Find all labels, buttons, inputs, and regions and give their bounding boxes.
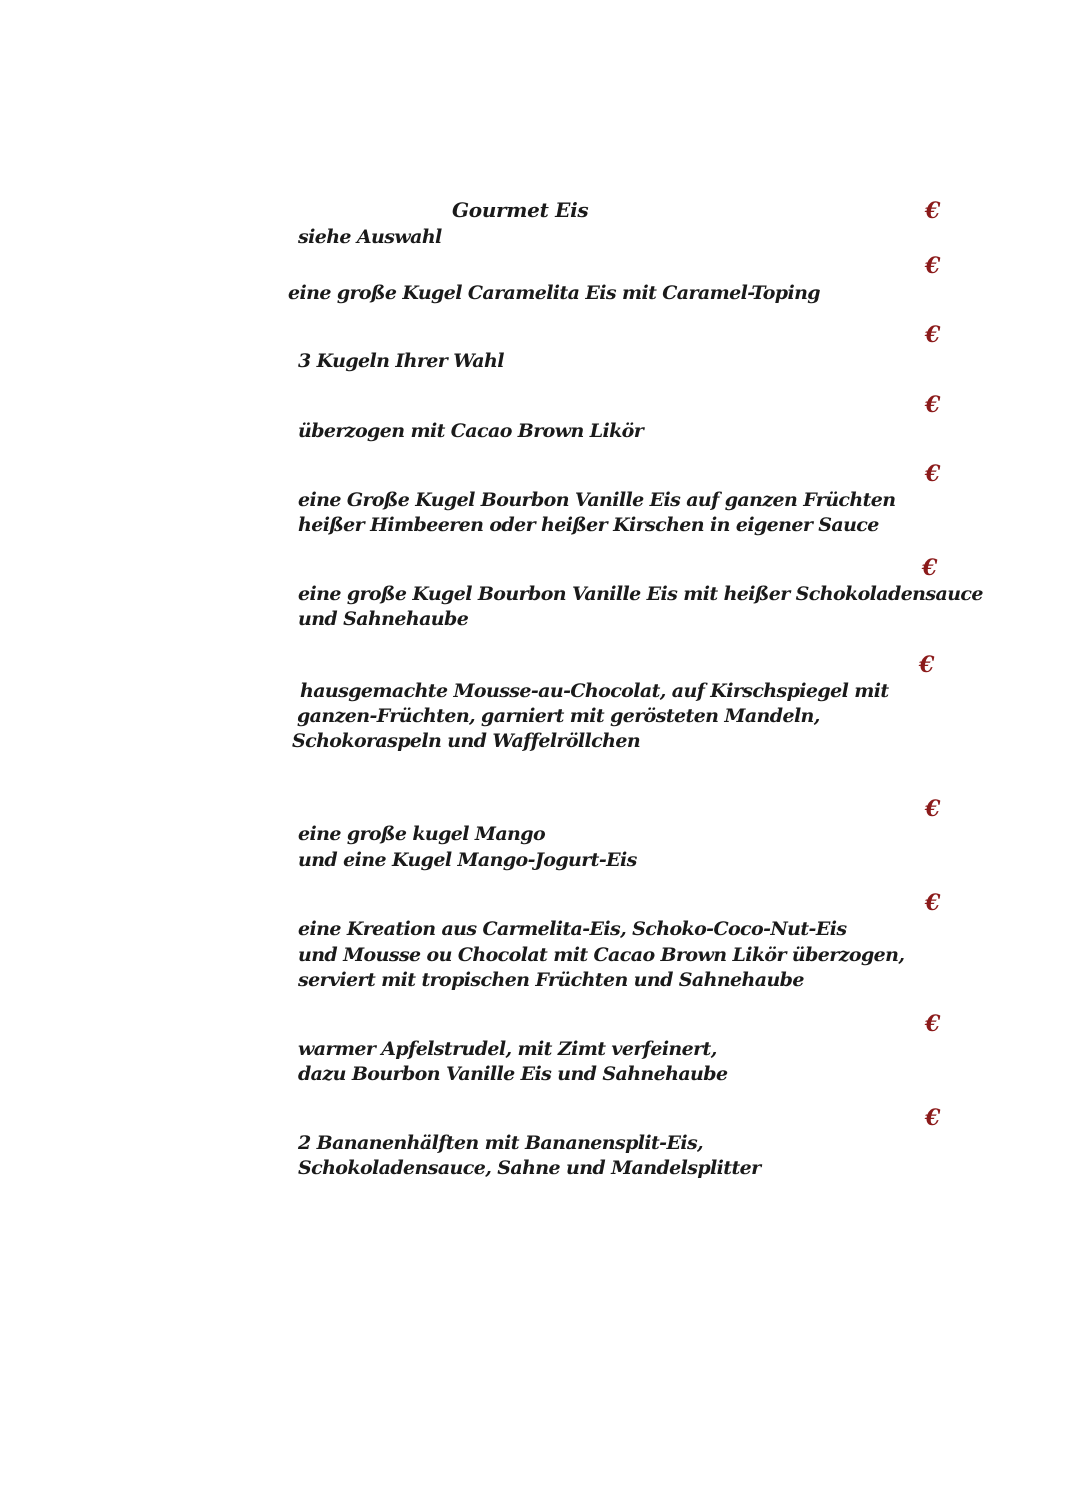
menu-item-line: serviert mit tropischen Früchten und Sahnehaube — [298, 969, 804, 991]
menu-item-line: hausgemachte Mousse-au-Chocolat, auf Kirschspiegel mit — [300, 680, 889, 702]
price-symbol: € — [925, 890, 941, 916]
menu-item-line: eine Große Kugel Bourbon Vanille Eis auf ganzen Früchten — [298, 489, 896, 511]
menu-item-line: Schokoladensauce, Sahne und Mandelsplitter — [298, 1157, 761, 1179]
menu-item-line: eine große Kugel Bourbon Vanille Eis mit heißer Schokoladensauce — [298, 583, 983, 605]
price-symbol: € — [925, 198, 941, 224]
menu-item-line: Schokoraspeln und Waffelröllchen — [292, 730, 641, 752]
price-symbol: € — [922, 555, 938, 581]
menu-item-line: warmer Apfelstrudel, mit Zimt verfeinert, — [298, 1038, 717, 1060]
menu-item-line: ganzen-Früchten, garniert mit gerösteten Mandeln, — [297, 705, 820, 727]
menu-title: Gourmet Eis — [452, 198, 589, 222]
menu-item-line: und Mousse ou Chocolat mit Cacao Brown Likör überzogen, — [298, 944, 905, 966]
menu-item-line: überzogen mit Cacao Brown Likör — [298, 420, 644, 442]
menu-item-line: 3 Kugeln Ihrer Wahl — [298, 350, 504, 372]
menu-item-line: eine große kugel Mango — [298, 823, 546, 845]
menu-item-line: und eine Kugel Mango-Jogurt-Eis — [298, 849, 637, 871]
price-symbol: € — [925, 461, 941, 487]
price-symbol: € — [925, 1011, 941, 1037]
price-symbol: € — [925, 1105, 941, 1131]
price-symbol: € — [925, 392, 941, 418]
price-symbol: € — [925, 322, 941, 348]
menu-item-line: eine große Kugel Caramelita Eis mit Caramel-Toping — [288, 282, 820, 304]
menu-item-line: und Sahnehaube — [298, 608, 469, 630]
menu-item-line: dazu Bourbon Vanille Eis und Sahnehaube — [298, 1063, 728, 1085]
price-symbol: € — [925, 796, 941, 822]
price-symbol: € — [925, 253, 941, 279]
menu-item-line: siehe Auswahl — [298, 226, 442, 248]
menu-item-line: eine Kreation aus Carmelita-Eis, Schoko-Coco-Nut-Eis — [298, 918, 847, 940]
menu-item-line: heißer Himbeeren oder heißer Kirschen in eigener Sauce — [298, 514, 879, 536]
menu-item-line: 2 Bananenhälften mit Bananensplit-Eis, — [298, 1132, 704, 1154]
price-symbol: € — [919, 652, 935, 678]
